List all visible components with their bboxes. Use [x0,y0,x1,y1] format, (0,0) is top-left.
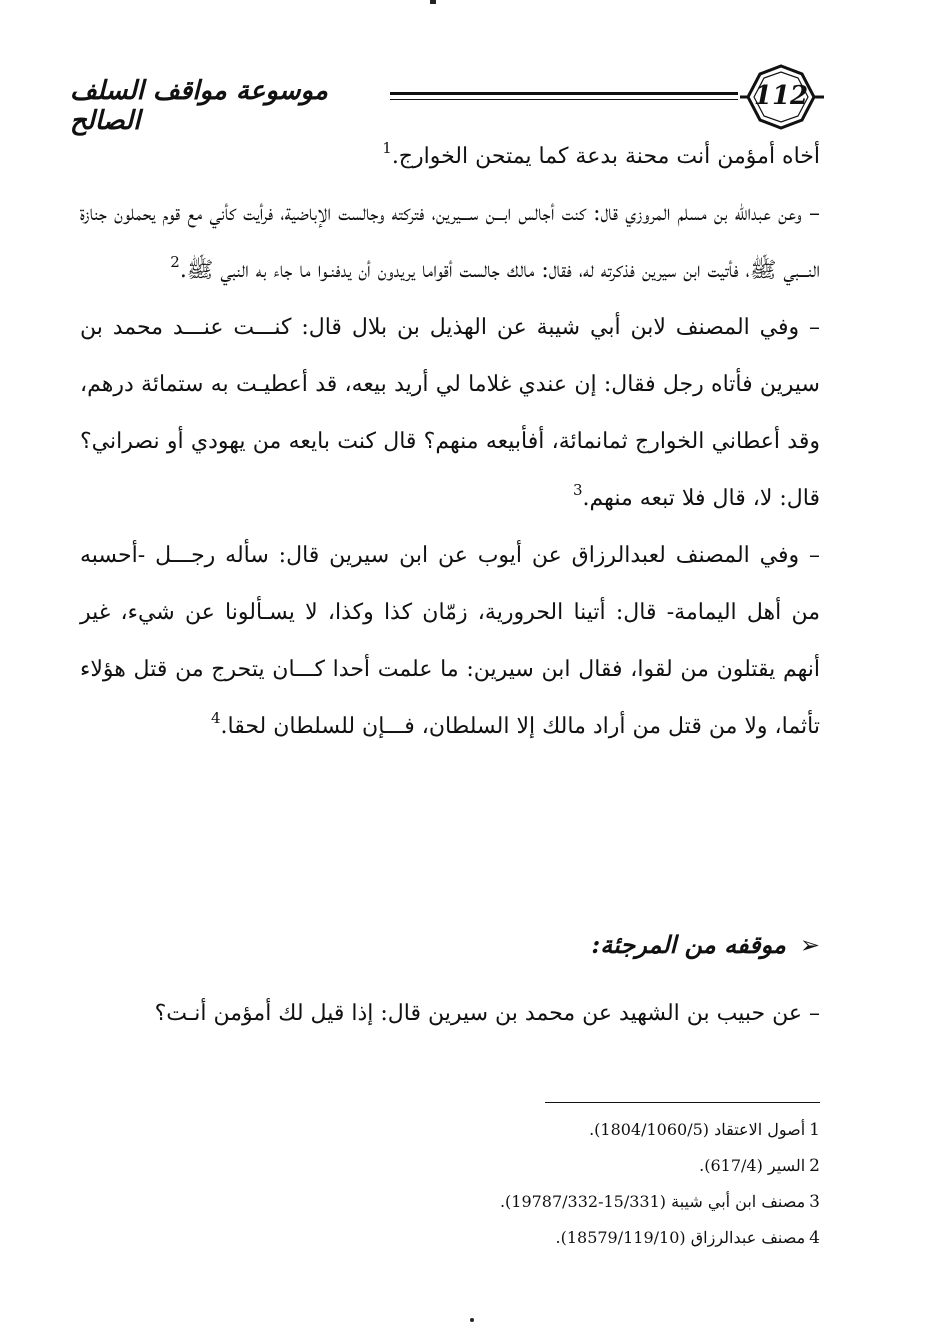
paragraph-text: – وفي المصنف لعبدالرزاق عن أيوب عن ابن سيرين قال: سأله رجـــل -أحسبه من أهل اليمامة- قال: أتينا الحرورية، زمّان كذا وكذا، لا يسـألونا عن شيء، غير أنهم يقتلون من لقوا، فقال ابن سيرين: ما علمت أحدا كـــان يتحرج من قتل هؤلاء تأثما، ولا من قتل من أراد مالك إلا السلطان، فـــإن للسلطان لحقا. [80,543,820,739]
paragraph-text: أخاه أمؤمن أنت محنة بدعة كما يمتحن الخوارج. [391,144,820,169]
paragraph-5 [80,985,820,1042]
paragraph-4 [80,527,820,755]
book-title: موسوعة مواقف السلف الصالح [70,76,328,136]
paragraph-text: – وفي المصنف لابن أبي شيبة عن الهذيل بن بلال قال: كنـــت عنـــد محمد بن سيرين فأتاه رجل فقال: إن عندي غلاما لي أريد بيعه، قد أعطيـت به ستمائة درهم، وقد أعطاني الخوارج ثمانمائة، أفأبيعه منهم؟ قال كنت بايعه من يهودي أو نصراني؟ قال: لا، قال فلا تبعه منهم. [80,315,820,511]
footnote-ref-4[interactable]: 4 [210,709,221,727]
footnote-4 [300,1220,820,1256]
header-rule-thick [390,92,738,95]
footnote-text: مصنف عبدالرزاق (18579/119/10). [555,1228,806,1247]
paragraph-text: – وعن عبدالله بن مسلم المروزي قال: كنت أجالس ابـــن ســـيرين، فتركته وجالست الإباضية، فرأيت كأني مع قوم يحملون جنازة النـــبي ﷺ، فأتيت ابن سيرين فذكرته له، فقال: مالك جالست أقواما يريدون أن يدفنـوا ما جاء به النبي ﷺ. [80,201,820,283]
paragraph-1 [80,128,820,185]
footnote-3 [300,1184,820,1220]
page-header [60,62,830,136]
section-heading-text: موقفه من المرجئة: [591,930,786,959]
footnotes [300,1112,820,1256]
paragraph-2 [80,185,820,299]
footnote-1 [300,1112,820,1148]
footnote-2 [300,1148,820,1184]
footnote-ref-3[interactable]: 3 [573,481,583,499]
footnote-number: 2 [809,1156,820,1176]
section-heading [80,925,820,965]
main-text [80,128,820,755]
footnote-number: 4 [809,1228,820,1248]
footnote-text: مصنف ابن أبي شيبة (15/331-19787/332). [499,1192,806,1211]
footnote-number: 3 [809,1192,820,1212]
scan-mark-top [430,0,436,4]
footnote-separator [545,1102,820,1103]
footnote-ref-2[interactable]: 2 [170,253,180,271]
footnote-ref-1[interactable]: 1 [382,139,392,157]
paragraph-3 [80,299,820,527]
page-number: 112 [753,81,809,111]
scan-mark-bottom [470,1318,474,1322]
footnote-text: السير (617/4). [699,1156,806,1175]
paragraph-text: – عن حبيب بن الشهيد عن محمد بن سيرين قال: إذا قيل لك أمؤمن أنـت؟ [154,1001,820,1026]
footnote-text: أصول الاعتقاد (1804/1060/5). [589,1120,806,1139]
page-number-badge [736,62,826,132]
arrow-bullet-icon: ➢ [799,931,820,959]
header-rule-thin [390,99,738,100]
footnote-number: 1 [809,1120,820,1140]
